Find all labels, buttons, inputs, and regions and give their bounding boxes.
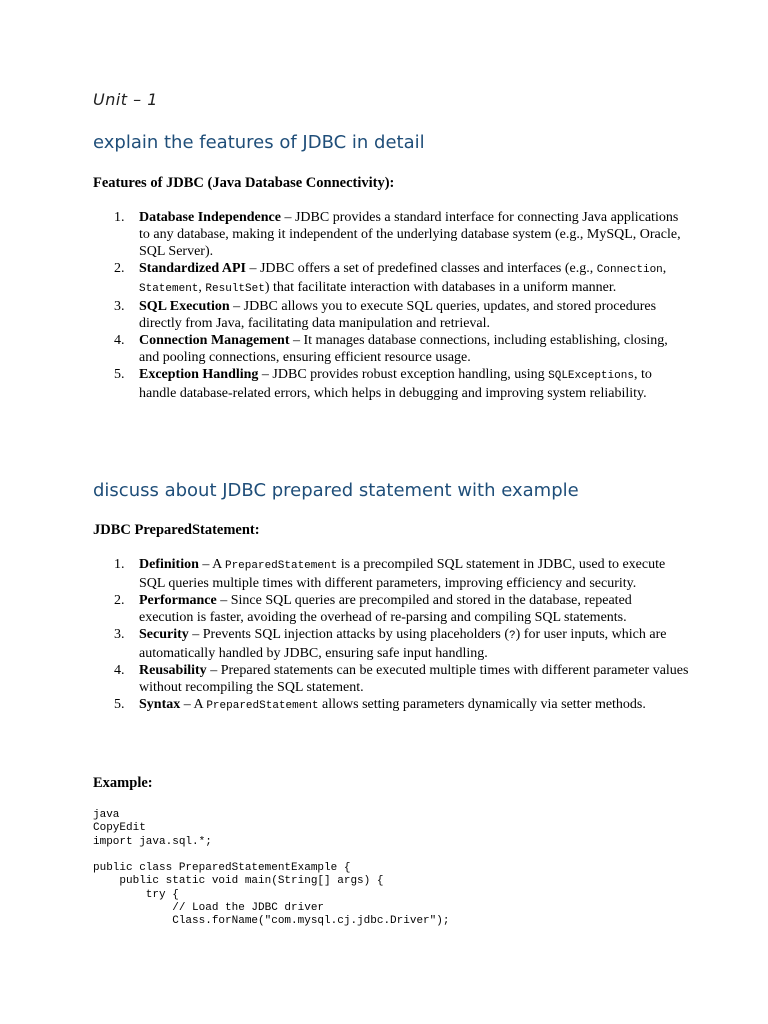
item-term: Performance xyxy=(139,593,217,608)
inline-code: Statement xyxy=(139,283,199,295)
section2-subheading: JDBC PreparedStatement: xyxy=(93,522,260,538)
features-list xyxy=(114,209,689,402)
inline-code: PreparedStatement xyxy=(206,700,319,712)
list-item: 5. Syntax – A PreparedStatement allows setting parameters dynamically via setter methods. xyxy=(114,697,646,712)
list-item: 3. SQL Execution – JDBC allows you to execute SQL queries, updates, and stored procedures directly from Java, facilitating data manipulation and retrieval. xyxy=(114,299,657,331)
item-term: Syntax xyxy=(139,697,181,712)
example-label: Example: xyxy=(93,775,153,791)
list-item: 1. Database Independence – JDBC provides a standard interface for connecting Java applications to any database, making it independent of the underlying database system (e.g., MySQL, Oracle, SQL Server). xyxy=(114,210,681,259)
list-item: 1. Definition – A PreparedStatement is a precompiled SQL statement in JDBC, used to execute SQL queries multiple times with different parameters, improving efficiency and security. xyxy=(114,557,666,591)
section1-heading: explain the features of JDBC in detail xyxy=(93,132,425,153)
section2-heading: discuss about JDBC prepared statement with example xyxy=(93,480,579,501)
item-term: Exception Handling xyxy=(139,367,259,382)
item-term: Definition xyxy=(139,557,199,572)
inline-code: PreparedStatement xyxy=(224,560,338,572)
list-item: 2. Standardized API – JDBC offers a set of predefined classes and interfaces (e.g., Connection, Statement, ResultSet) that facilitate interaction with databases in a uniform manner. xyxy=(114,261,667,295)
unit-title: Unit – 1 xyxy=(93,90,158,109)
item-term: Reusability xyxy=(139,663,207,678)
list-item: 3. Security – Prevents SQL injection attacks by using placeholders (?) for user inputs, which are automatically handled by JDBC, ensuring safe input handling. xyxy=(114,627,667,661)
item-term: Database Independence xyxy=(139,210,281,225)
inline-code: SQLExceptions xyxy=(548,370,634,382)
inline-code: ? xyxy=(509,630,516,642)
list-item: 5. Exception Handling – JDBC provides robust exception handling, using SQLExceptions, to handle database-related errors, which helps in debugging and improving system reliability. xyxy=(114,367,652,401)
list-item: 4. Connection Management – It manages database connections, including establishing, closing, and pooling connections, ensuring efficient resource usage. xyxy=(114,333,668,365)
list-item: 4. Reusability – Prepared statements can be executed multiple times with different parameter values without recompiling the SQL statement. xyxy=(114,663,689,695)
item-term: SQL Execution xyxy=(139,299,230,314)
prepared-statement-list xyxy=(114,556,689,715)
code-block: java CopyEdit import java.sql.*; public class PreparedStatementExample { public static void main(String[] args) { try { // Load the JDBC driver Class.forName("com.mysql.cj.jdbc.Driver"); xyxy=(93,809,450,928)
item-term: Security xyxy=(139,627,189,642)
inline-code: Connection xyxy=(596,264,663,276)
item-term: Standardized API xyxy=(139,261,246,276)
item-term: Connection Management xyxy=(139,333,290,348)
inline-code: ResultSet xyxy=(205,283,265,295)
list-item: 2. Performance – Since SQL queries are precompiled and stored in the database, repeated execution is faster, avoiding the overhead of re-parsing and compiling SQL statements. xyxy=(114,593,632,625)
section1-subheading: Features of JDBC (Java Database Connectivity): xyxy=(93,175,395,191)
